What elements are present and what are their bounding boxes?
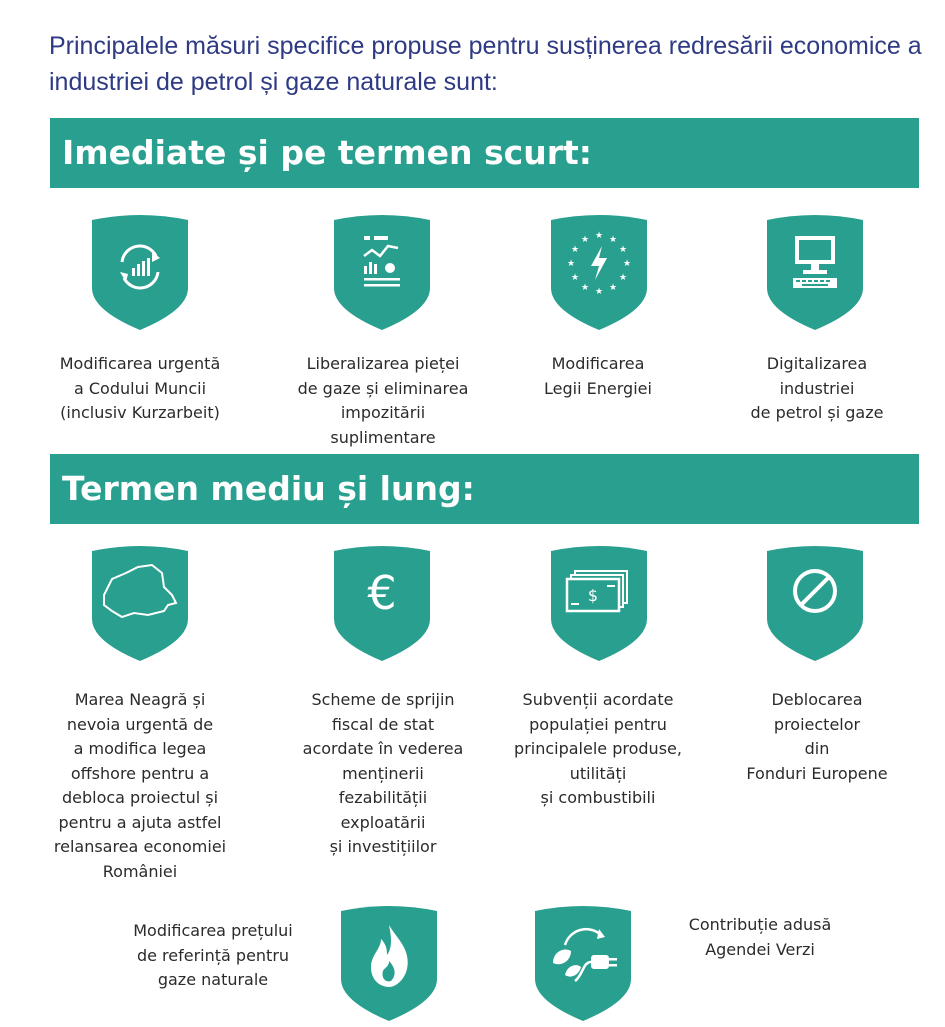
intro-text: Principalele măsuri specifice propuse pentru susținerea redresării economice a industriei de petrol și gaze naturale sunt: [49,32,922,96]
item-energy-law-label: Modificarea Legii Energiei [544,354,652,398]
prohibited-icon [767,545,863,667]
svg-text:€: € [367,566,397,620]
green-plug-icon [535,905,631,1027]
item-gas-market-label: Liberalizarea pieței de gaze și eliminarea impozitării suplimentare [297,354,469,447]
svg-text:★: ★ [570,245,580,255]
item-eu-funds-label: Deblocarea proiectelor din Fonduri Europene [746,690,888,783]
svg-text:★: ★ [570,273,580,283]
svg-text:★: ★ [618,273,628,283]
analytics-report-icon [334,214,430,336]
romania-map-icon [92,545,188,667]
svg-text:★: ★ [594,287,604,297]
svg-text:★: ★ [566,259,576,269]
item-digitalization-label: Digitalizarea industriei de petrol și gaze [750,354,884,422]
section-banner-long-term: Termen mediu și lung: [50,454,919,524]
refresh-chart-icon [92,214,188,336]
svg-text:★: ★ [580,283,590,293]
svg-text:★: ★ [622,259,632,269]
item-reference-price-label: Modificarea prețului de referință pentru gaze naturale [133,921,293,989]
item-labour-code-label: Modificarea urgentă a Codului Muncii (inclusiv Kurzarbeit) [59,354,221,422]
euro-icon [334,545,430,667]
item-black-sea-label: Marea Neagră și nevoia urgentă de a modifica legea offshore pentru a debloca proiectul și pentru a ajuta astfel relansarea economiei României [53,690,227,881]
item-state-aid-label: Scheme de sprijin fiscal de stat acordate în vederea menținerii fezabilității exploatării și investițiilor [302,690,464,856]
item-green-agenda-label: Contribuție adusă Agendei Verzi [688,915,832,959]
banknotes-icon [551,545,647,667]
svg-text:★: ★ [618,245,628,255]
section-banner-short-term: Imediate și pe termen scurt: [50,118,919,188]
svg-text:★: ★ [608,235,618,245]
svg-text:★: ★ [608,283,618,293]
svg-text:★: ★ [580,235,590,245]
eu-energy-icon [551,214,647,336]
svg-text:$: $ [587,586,599,605]
item-subsidies-label: Subvenții acordate populației pentru principalele produse, utilități și combustibili [514,690,682,807]
computer-icon [767,214,863,336]
svg-text:★: ★ [594,231,604,241]
flame-icon [341,905,437,1027]
